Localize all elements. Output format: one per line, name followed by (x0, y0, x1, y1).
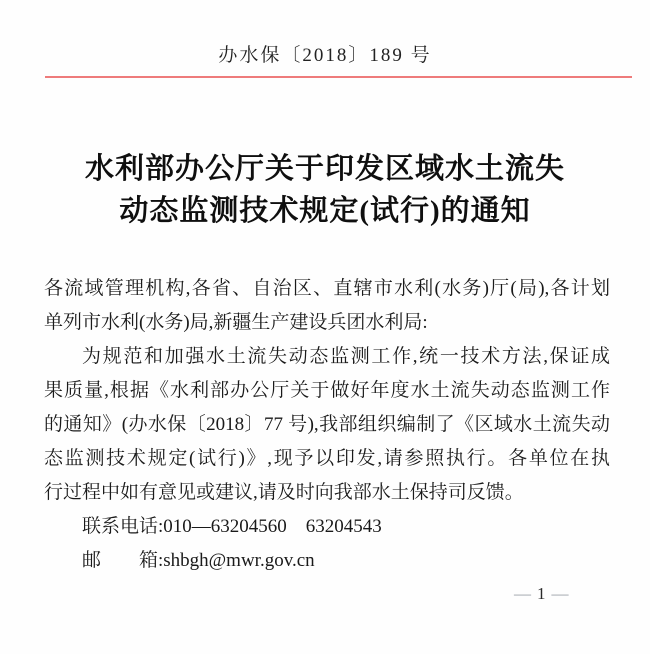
document-number: 办水保〔2018〕189 号 (218, 45, 432, 66)
body-line-recipients-2: 单列市水利(水务)局,新疆生产建设兵团水利局: (44, 312, 428, 333)
document-title-line-2: 动态监测技术规定(试行)的通知 (119, 195, 531, 227)
contact-email-line: 邮 箱:shbgh@mwr.gov.cn (82, 550, 315, 571)
body-line-recipients-1: 各流域管理机构,各省、自治区、直辖市水利(水务)厅(局),各计划 (44, 278, 610, 299)
body-line-paragraph-1: 为规范和加强水土流失动态监测工作,统一技术方法,保证成 (82, 346, 610, 367)
page-number (508, 584, 575, 604)
body-line-paragraph-2: 果质量,根据《水利部办公厅关于做好年度水土流失动态监测工作 (44, 380, 610, 401)
red-separator-line (45, 76, 632, 78)
body-line-paragraph-5: 行过程中如有意见或建议,请及时向我部水土保持司反馈。 (44, 482, 524, 503)
document-body (44, 272, 610, 578)
contact-phone-line: 联系电话:010—63204560 63204543 (82, 516, 382, 537)
page-number-dash-right: — (551, 584, 569, 603)
page-number-value: 1 (537, 584, 546, 603)
document-title (0, 148, 650, 232)
body-line-paragraph-4: 态监测技术规定(试行)》,现予以印发,请参照执行。各单位在执 (44, 448, 610, 469)
body-line-paragraph-3: 的通知》(办水保〔2018〕77 号),我部组织编制了《区域水土流失动 (44, 414, 610, 435)
document-title-line-1: 水利部办公厅关于印发区域水土流失 (84, 153, 565, 185)
page-number-dash-left: — (514, 584, 531, 603)
